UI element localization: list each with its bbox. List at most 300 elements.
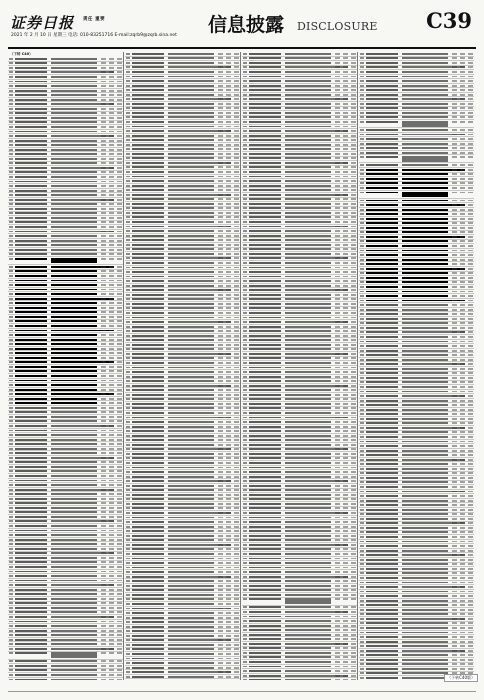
table-cell bbox=[117, 648, 122, 650]
table-cell bbox=[109, 625, 114, 627]
table-cell bbox=[218, 294, 223, 296]
table-cell bbox=[226, 130, 231, 132]
table-cell bbox=[132, 439, 164, 441]
table-cell bbox=[234, 344, 239, 346]
table-cell bbox=[101, 384, 106, 386]
table-cell bbox=[360, 645, 364, 647]
table-cell bbox=[226, 439, 231, 441]
table-row bbox=[359, 120, 474, 128]
table-cell bbox=[249, 335, 281, 337]
table-cell bbox=[360, 650, 364, 652]
table-cell bbox=[360, 504, 364, 506]
table-cell bbox=[109, 167, 114, 169]
table-cell bbox=[351, 367, 356, 369]
table-cell bbox=[132, 412, 164, 414]
table-cell bbox=[234, 166, 239, 168]
table-cell bbox=[168, 412, 214, 414]
table-cell bbox=[226, 676, 231, 678]
table-cell bbox=[366, 322, 398, 324]
table-cell bbox=[15, 484, 47, 486]
table-cell bbox=[335, 421, 340, 423]
table-cell bbox=[101, 94, 106, 96]
table-cell bbox=[109, 448, 114, 450]
table-cell bbox=[285, 348, 331, 350]
table-cell bbox=[132, 612, 164, 614]
table-cell bbox=[452, 173, 457, 175]
table-cell bbox=[226, 630, 231, 632]
table-cell bbox=[101, 181, 106, 183]
table-cell bbox=[343, 257, 348, 259]
table-cell bbox=[452, 85, 457, 87]
table-cell bbox=[343, 57, 348, 59]
table-cell bbox=[335, 394, 340, 396]
table-cell bbox=[234, 126, 239, 128]
table-cell bbox=[360, 178, 364, 180]
table-cell bbox=[343, 198, 348, 200]
section-title-en: DISCLOSURE bbox=[297, 20, 378, 33]
table-cell bbox=[343, 153, 348, 155]
table-cell bbox=[101, 652, 106, 654]
table-cell bbox=[168, 626, 214, 628]
table-cell bbox=[132, 489, 164, 491]
table-cell bbox=[9, 131, 13, 133]
table-cell bbox=[243, 166, 247, 168]
table-cell bbox=[351, 620, 356, 622]
table-cell bbox=[243, 76, 247, 78]
table-cell bbox=[343, 216, 348, 218]
table-cell bbox=[15, 611, 47, 613]
table-cell bbox=[468, 53, 473, 55]
table-cell bbox=[402, 147, 448, 149]
table-cell bbox=[335, 212, 340, 214]
table-cell bbox=[117, 580, 122, 582]
table-cell bbox=[9, 520, 13, 522]
table-cell bbox=[9, 194, 13, 196]
table-cell bbox=[168, 648, 214, 650]
table-cell bbox=[243, 562, 247, 564]
table-cell bbox=[109, 643, 114, 645]
table-cell bbox=[452, 659, 457, 661]
table-cell bbox=[335, 171, 340, 173]
table-cell bbox=[15, 190, 47, 192]
table-cell bbox=[366, 531, 398, 533]
table-cell bbox=[402, 431, 448, 433]
table-cell bbox=[15, 543, 47, 545]
table-cell bbox=[126, 298, 130, 300]
table-cell bbox=[218, 617, 223, 619]
table-cell bbox=[218, 662, 223, 664]
table-cell bbox=[234, 348, 239, 350]
table-cell bbox=[343, 330, 348, 332]
table-cell bbox=[101, 530, 106, 532]
table-cell bbox=[101, 643, 106, 645]
table-cell bbox=[243, 348, 247, 350]
table-cell bbox=[9, 393, 13, 395]
table-rows bbox=[125, 52, 240, 680]
table-cell bbox=[234, 676, 239, 678]
table-cell bbox=[249, 85, 281, 87]
table-cell bbox=[366, 604, 398, 606]
table-cell bbox=[366, 363, 398, 365]
table-cell bbox=[132, 116, 164, 118]
table-cell bbox=[335, 679, 340, 680]
table-cell bbox=[117, 411, 122, 413]
table-cell bbox=[51, 235, 97, 237]
table-cell bbox=[366, 459, 398, 461]
table-cell bbox=[351, 376, 356, 378]
table-cell bbox=[343, 171, 348, 173]
table-cell bbox=[51, 226, 97, 228]
table-cell bbox=[168, 367, 214, 369]
table-cell bbox=[351, 598, 356, 600]
table-cell bbox=[343, 580, 348, 582]
table-cell bbox=[335, 398, 340, 400]
table-cell bbox=[126, 294, 130, 296]
table-cell bbox=[285, 471, 331, 473]
table-cell bbox=[168, 612, 214, 614]
table-cell bbox=[132, 180, 164, 182]
table-cell bbox=[285, 80, 331, 82]
table-cell bbox=[51, 320, 97, 322]
table-cell bbox=[468, 668, 473, 670]
table-cell bbox=[126, 653, 130, 655]
table-cell bbox=[226, 248, 231, 250]
table-cell bbox=[351, 498, 356, 500]
table-cell bbox=[460, 291, 465, 293]
table-cell bbox=[366, 259, 398, 261]
table-cell bbox=[218, 216, 223, 218]
table-cell bbox=[218, 585, 223, 587]
table-cell bbox=[468, 495, 473, 497]
table-cell bbox=[243, 457, 247, 459]
table-cell bbox=[109, 85, 114, 87]
table-cell bbox=[351, 89, 356, 91]
table-cell bbox=[351, 453, 356, 455]
table-cell bbox=[460, 513, 465, 515]
table-cell bbox=[168, 430, 214, 432]
table-cell bbox=[366, 134, 398, 136]
table-cell bbox=[285, 616, 331, 618]
table-cell bbox=[249, 289, 281, 291]
table-cell bbox=[109, 203, 114, 205]
table-cell bbox=[360, 618, 364, 620]
table-cell bbox=[343, 485, 348, 487]
table-cell bbox=[285, 530, 331, 532]
table-cell bbox=[15, 140, 47, 142]
page-number: C39 bbox=[426, 8, 472, 33]
table-cell bbox=[226, 398, 231, 400]
table-cell bbox=[132, 239, 164, 241]
table-cell bbox=[351, 403, 356, 405]
table-cell bbox=[109, 484, 114, 486]
table-cell bbox=[335, 139, 340, 141]
table-cell bbox=[218, 230, 223, 232]
table-cell bbox=[132, 398, 164, 400]
table-cell bbox=[351, 257, 356, 259]
table-cell bbox=[468, 500, 473, 502]
table-cell bbox=[285, 267, 331, 269]
table-cell bbox=[360, 481, 364, 483]
table-cell bbox=[351, 656, 356, 658]
table-cell bbox=[126, 198, 130, 200]
table-cell bbox=[218, 235, 223, 237]
table-cell bbox=[234, 394, 239, 396]
table-cell bbox=[15, 679, 47, 680]
table-cell bbox=[9, 67, 13, 69]
table-cell bbox=[126, 257, 130, 259]
table-cell bbox=[101, 366, 106, 368]
table-cell bbox=[101, 665, 106, 667]
table-cell bbox=[9, 525, 13, 527]
table-cell bbox=[51, 62, 97, 64]
table-cell bbox=[101, 67, 106, 69]
table-cell bbox=[234, 658, 239, 660]
table-cell bbox=[218, 139, 223, 141]
table-cell bbox=[51, 625, 97, 627]
table-cell bbox=[249, 126, 281, 128]
table-cell bbox=[351, 638, 356, 640]
table-cell bbox=[234, 507, 239, 509]
table-cell bbox=[234, 639, 239, 641]
table-cell bbox=[101, 639, 106, 641]
table-cell bbox=[117, 171, 122, 173]
table-cell bbox=[360, 531, 364, 533]
table-cell bbox=[15, 221, 47, 223]
table-cell bbox=[51, 466, 97, 468]
table-cell bbox=[109, 293, 114, 295]
table-cell bbox=[51, 112, 97, 114]
table-cell bbox=[132, 253, 164, 255]
table-cell bbox=[15, 498, 47, 500]
table-cell bbox=[51, 316, 97, 318]
table-cell bbox=[234, 621, 239, 623]
table-cell bbox=[285, 94, 331, 96]
table-cell bbox=[360, 304, 364, 306]
table-cell bbox=[468, 129, 473, 131]
table-cell bbox=[249, 280, 281, 282]
table-cell bbox=[360, 143, 364, 145]
table-cell bbox=[335, 226, 340, 228]
table-cell bbox=[101, 121, 106, 123]
table-cell bbox=[468, 568, 473, 570]
table-cell bbox=[168, 558, 214, 560]
table-cell bbox=[452, 112, 457, 114]
table-cell bbox=[15, 289, 47, 291]
table-cell bbox=[218, 71, 223, 73]
table-cell bbox=[249, 362, 281, 364]
table-cell bbox=[285, 212, 331, 214]
table-cell bbox=[249, 239, 281, 241]
table-cell bbox=[226, 498, 231, 500]
table-cell bbox=[126, 576, 130, 578]
table-cell bbox=[117, 389, 122, 391]
table-cell bbox=[218, 471, 223, 473]
table-cell bbox=[126, 180, 130, 182]
table-cell bbox=[468, 359, 473, 361]
table-cell bbox=[218, 558, 223, 560]
table-cell bbox=[343, 494, 348, 496]
table-cell bbox=[452, 559, 457, 561]
table-cell bbox=[109, 190, 114, 192]
table-cell bbox=[218, 494, 223, 496]
table-cell bbox=[117, 466, 122, 468]
table-cell bbox=[402, 173, 448, 175]
table-cell bbox=[351, 80, 356, 82]
table-cell bbox=[101, 302, 106, 304]
table-cell bbox=[351, 185, 356, 187]
table-cell bbox=[117, 643, 122, 645]
table-cell bbox=[360, 313, 364, 315]
table-cell bbox=[343, 203, 348, 205]
table-cell bbox=[249, 553, 281, 555]
table-cell bbox=[51, 598, 97, 600]
table-cell bbox=[126, 289, 130, 291]
table-cell bbox=[243, 257, 247, 259]
table-cell bbox=[9, 221, 13, 223]
table-cell bbox=[402, 500, 448, 502]
table-cell bbox=[351, 385, 356, 387]
table-cell bbox=[9, 539, 13, 541]
table-cell bbox=[117, 375, 122, 377]
table-cell bbox=[226, 317, 231, 319]
table-cell bbox=[168, 280, 214, 282]
table-cell bbox=[468, 586, 473, 588]
table-cell bbox=[9, 94, 13, 96]
table-cell bbox=[452, 404, 457, 406]
table-cell bbox=[285, 280, 331, 282]
table-cell bbox=[343, 634, 348, 636]
table-cell bbox=[9, 561, 13, 563]
table-cell bbox=[168, 444, 214, 446]
table-cell bbox=[468, 536, 473, 538]
table-cell bbox=[335, 330, 340, 332]
table-cell bbox=[117, 330, 122, 332]
table-cell bbox=[109, 561, 114, 563]
table-cell bbox=[452, 572, 457, 574]
table-cell bbox=[468, 377, 473, 379]
table-cell bbox=[249, 398, 281, 400]
table-cell bbox=[335, 661, 340, 663]
table-cell bbox=[101, 126, 106, 128]
table-cell bbox=[402, 350, 448, 352]
table-cell bbox=[343, 462, 348, 464]
table-cell bbox=[126, 503, 130, 505]
table-cell bbox=[126, 148, 130, 150]
table-cell bbox=[360, 192, 364, 194]
table-cell bbox=[117, 607, 122, 609]
table-cell bbox=[15, 153, 47, 155]
table-cell bbox=[101, 62, 106, 64]
table-cell bbox=[51, 325, 97, 327]
table-cell bbox=[343, 89, 348, 91]
table-cell bbox=[351, 571, 356, 573]
table-cell bbox=[168, 489, 214, 491]
table-cell bbox=[168, 166, 214, 168]
table-cell bbox=[285, 503, 331, 505]
table-cell bbox=[243, 485, 247, 487]
table-cell bbox=[243, 326, 247, 328]
table-cell bbox=[101, 81, 106, 83]
table-cell bbox=[402, 577, 448, 579]
table-cell bbox=[9, 457, 13, 459]
table-cell bbox=[109, 674, 114, 676]
table-cell bbox=[9, 552, 13, 554]
table-cell bbox=[132, 444, 164, 446]
table-cell bbox=[226, 403, 231, 405]
table-cell bbox=[101, 580, 106, 582]
table-cell bbox=[460, 654, 465, 656]
table-cell bbox=[15, 584, 47, 586]
table-cell bbox=[243, 285, 247, 287]
table-cell bbox=[343, 517, 348, 519]
table-cell bbox=[460, 413, 465, 415]
table-cell bbox=[101, 457, 106, 459]
table-cell bbox=[109, 480, 114, 482]
table-cell bbox=[168, 71, 214, 73]
table-cell bbox=[234, 335, 239, 337]
table-cell bbox=[132, 226, 164, 228]
table-cell bbox=[9, 302, 13, 304]
table-cell bbox=[117, 293, 122, 295]
table-cell bbox=[218, 289, 223, 291]
table-cell bbox=[460, 377, 465, 379]
table-cell bbox=[285, 507, 331, 509]
table-cell bbox=[452, 327, 457, 329]
table-cell bbox=[226, 321, 231, 323]
table-cell bbox=[234, 198, 239, 200]
table-cell bbox=[218, 317, 223, 319]
table-cell bbox=[249, 421, 281, 423]
table-cell bbox=[15, 470, 47, 472]
table-cell bbox=[109, 94, 114, 96]
table-cell bbox=[101, 480, 106, 482]
table-cell bbox=[234, 371, 239, 373]
table-cell bbox=[285, 303, 331, 305]
table-cell bbox=[452, 350, 457, 352]
table-cell bbox=[226, 476, 231, 478]
table-cell bbox=[335, 76, 340, 78]
table-cell bbox=[468, 604, 473, 606]
table-cell bbox=[117, 393, 122, 395]
table-cell bbox=[366, 341, 398, 343]
table-cell bbox=[126, 530, 130, 532]
table-cell bbox=[132, 98, 164, 100]
table-cell bbox=[366, 57, 398, 59]
table-cell bbox=[360, 522, 364, 524]
table-cell bbox=[249, 176, 281, 178]
table-cell bbox=[243, 503, 247, 505]
table-cell bbox=[234, 244, 239, 246]
table-cell bbox=[117, 498, 122, 500]
table-cell bbox=[360, 359, 364, 361]
table-cell bbox=[249, 303, 281, 305]
table-cell bbox=[15, 616, 47, 618]
table-cell bbox=[15, 126, 47, 128]
table-cell bbox=[452, 291, 457, 293]
table-cell bbox=[452, 409, 457, 411]
table-cell bbox=[51, 270, 97, 272]
table-cell bbox=[460, 563, 465, 565]
table-cell bbox=[351, 267, 356, 269]
table-cell bbox=[9, 380, 13, 382]
table-cell bbox=[109, 126, 114, 128]
table-cell bbox=[402, 668, 448, 670]
table-cell bbox=[243, 417, 247, 419]
table-cell bbox=[126, 667, 130, 669]
table-cell bbox=[117, 81, 122, 83]
table-cell bbox=[243, 135, 247, 137]
table-cell bbox=[234, 462, 239, 464]
